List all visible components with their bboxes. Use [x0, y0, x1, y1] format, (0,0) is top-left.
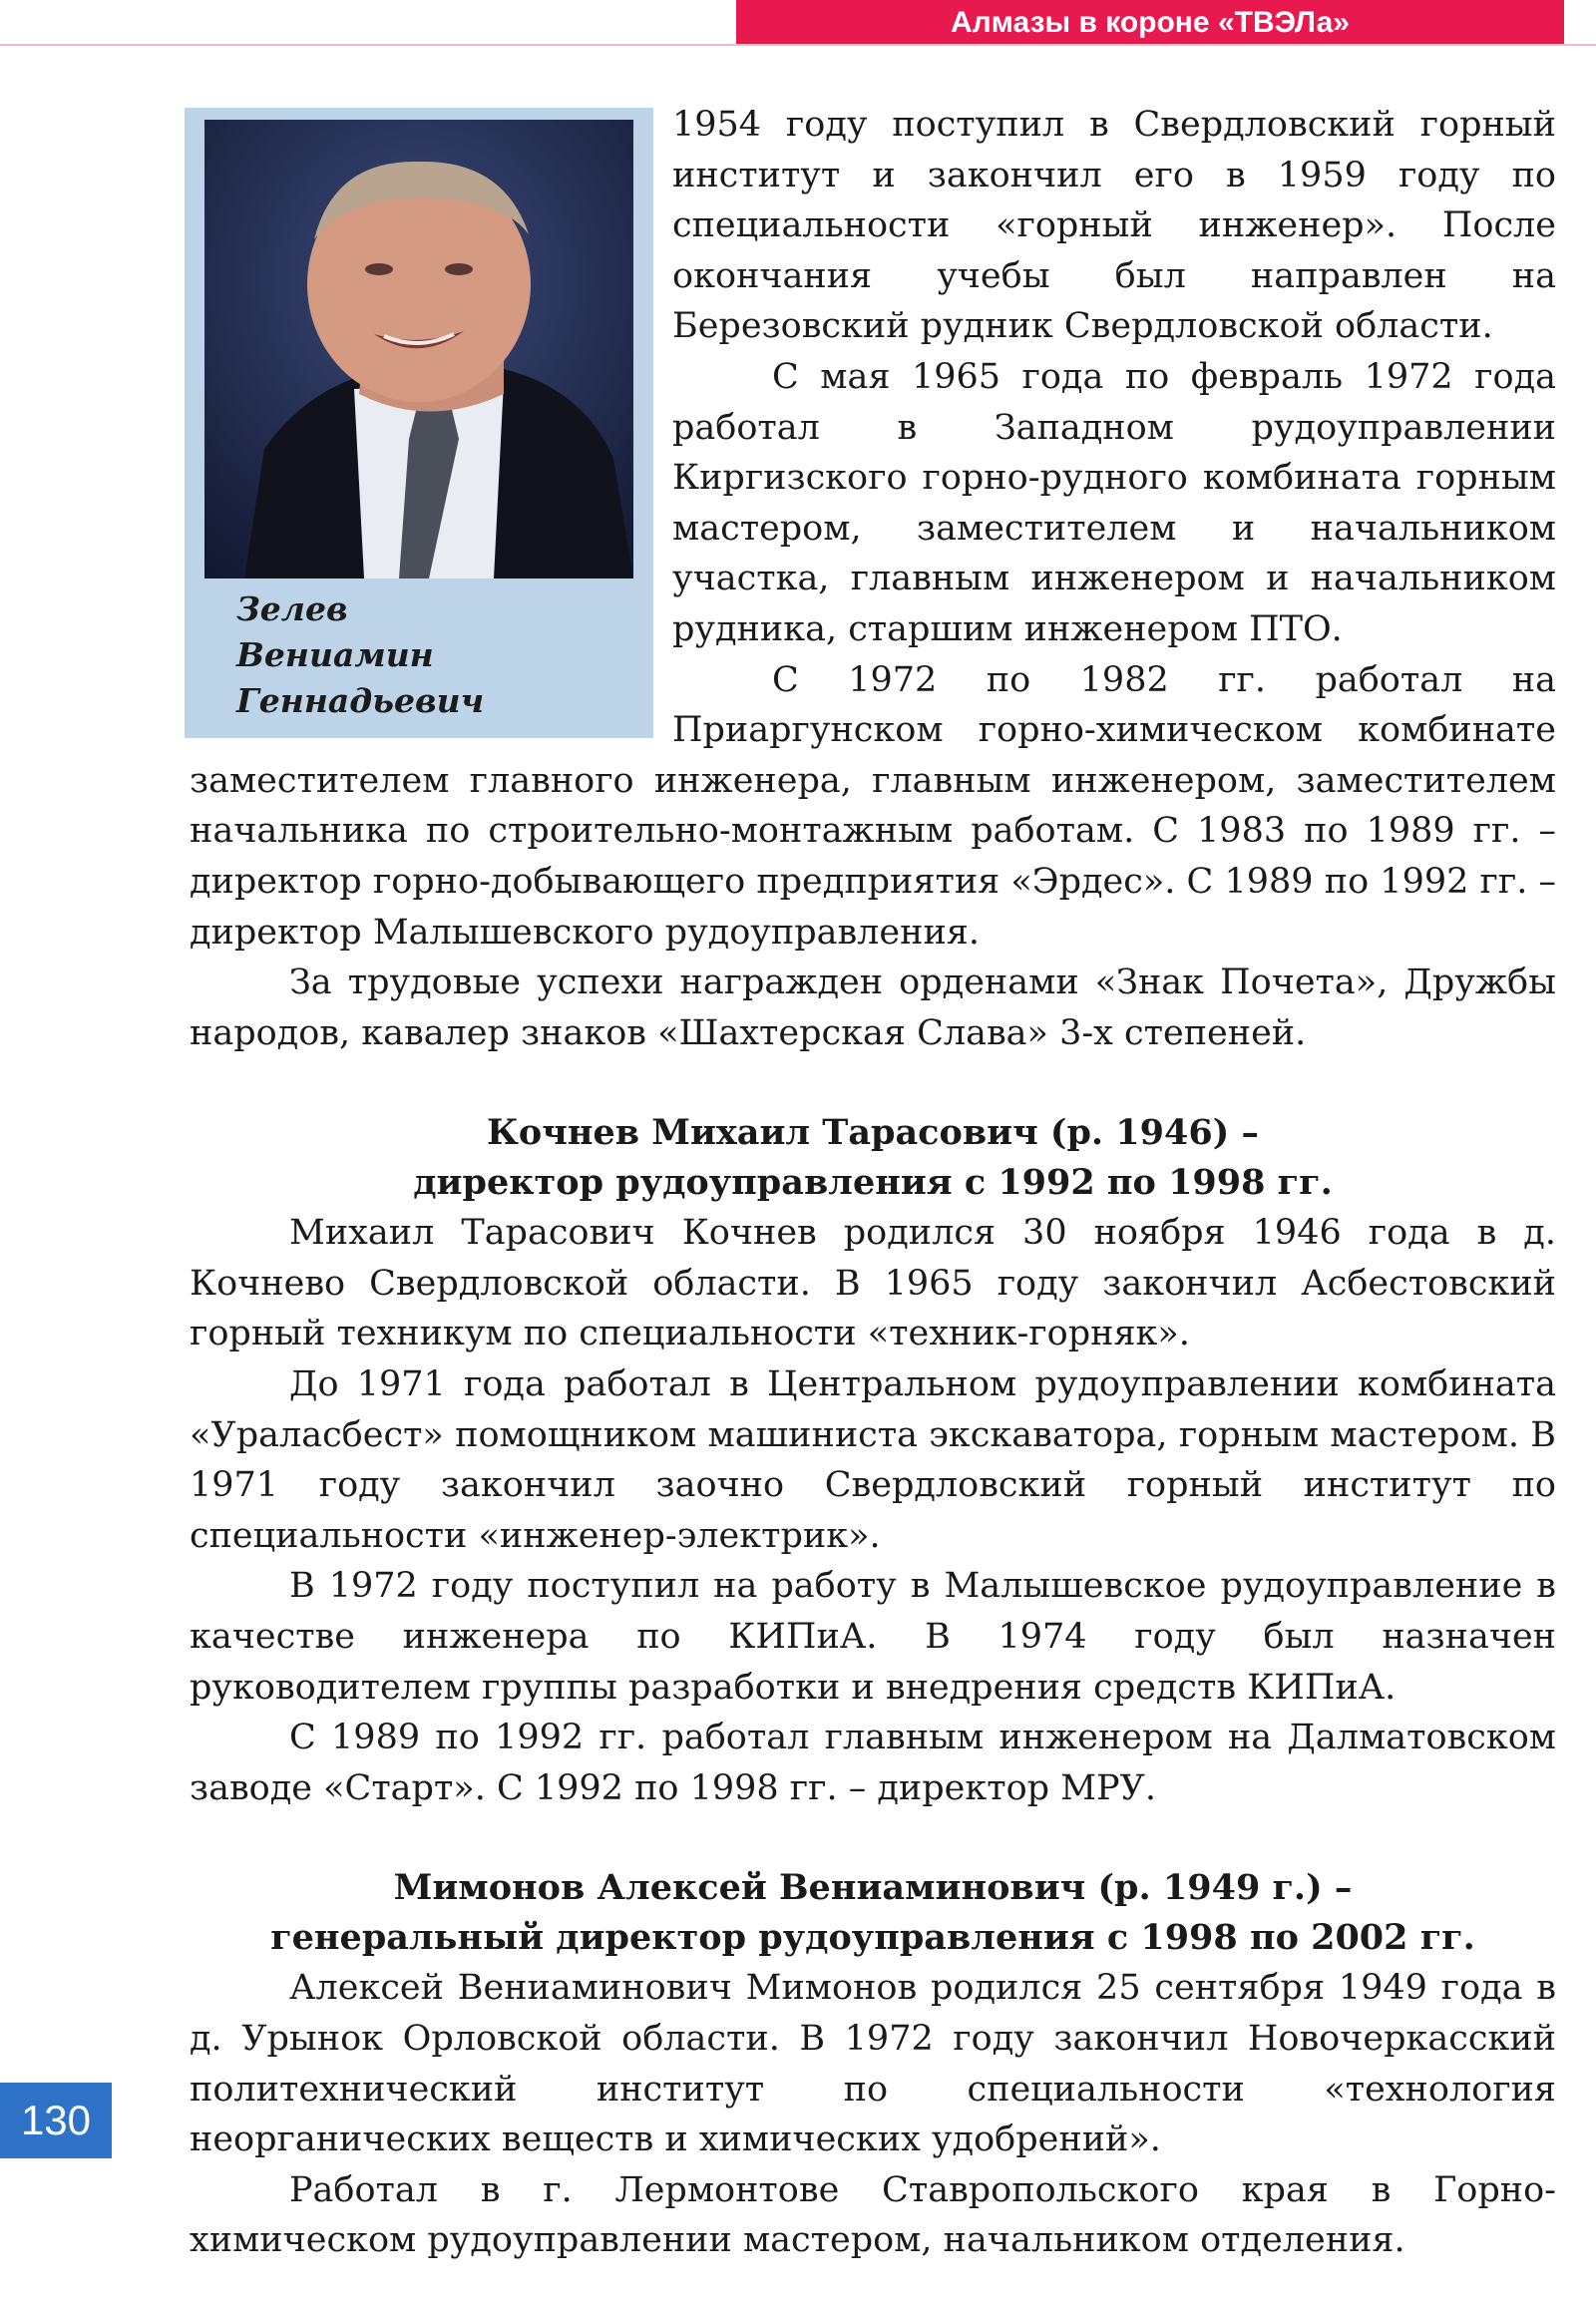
header-divider — [0, 44, 1596, 46]
caption-name: Вениамин — [236, 635, 434, 674]
paragraph: Михаил Тарасович Кочнев родился 30 ноября 1946 года в д. Кочнево Свердловской области. В 1965 году закончил Асбестовский горный техникум по специальности «техник-горняк». — [190, 1213, 1556, 1354]
section-heading-mimonov: Мимонов Алексей Вениаминович (р. 1949 г.) – генеральный директор рудоуправления с 1998 по 2002 гг. — [270, 1867, 1475, 1959]
paragraph: С 1972 по 1982 гг. работал на Приаргунском горно-химическом комбинате заместителем главного инженера, главным инженером, заместителем начальника по строительно-монтажным работам. С 1983 по 1989 гг. – директор горно-добывающего предприятия «Эрдес». С 1989 по 1992 гг. – директор Малышевского рудоуправления. — [190, 659, 1556, 953]
paragraph: За трудовые успехи награжден орденами «Знак Почета», Дружбы народов, кавалер знаков «Шахтерская Слава» 3-х степеней. — [190, 962, 1556, 1053]
caption-patronymic: Геннадьевич — [236, 681, 485, 720]
caption-surname: Зелев — [236, 589, 348, 628]
paragraph: Алексей Вениаминович Мимонов родился 25 сентября 1949 года в д. Урынок Орловской области. В 1972 году закончил Новочеркасский политехнический институт по специальности «технология неорганических веществ и химических удобрений». — [190, 1968, 1556, 2160]
article-body — [190, 100, 1556, 2266]
page-number: 130 — [0, 2083, 112, 2158]
paragraph: С мая 1965 года по февраль 1972 года работал в Западном рудоуправлении Киргизского горно-рудного комбината горным мастером, заместителем и начальником участка, главным инженером и начальником рудника, старшим инженером ПТО. — [672, 356, 1556, 649]
paragraph: 1954 году поступил в Свердловский горный институт и закончил его в 1959 году по специальности «горный инженер». После окончания учебы был направлен на Березовский рудник Свердловской области. — [672, 105, 1556, 347]
section-heading-kochnev: Кочнев Михаил Тарасович (р. 1946) – директор рудоуправления с 1992 по 1998 гг. — [413, 1112, 1333, 1204]
paragraph: С 1989 по 1992 гг. работал главным инженером на Далматовском заводе «Старт». С 1992 по 1998 гг. – директор МРУ. — [190, 1718, 1556, 1808]
running-header: Алмазы в короне «ТВЭЛа» — [736, 0, 1564, 44]
paragraph: До 1971 года работал в Центральном рудоуправлении комбината «Ураласбест» помощником машиниста экскаватора, горным мастером. В 1971 году закончил заочно Свердловский горный институт по специальности «инженер-электрик». — [190, 1364, 1556, 1556]
paragraph: Работал в г. Лермонтове Ставропольского края в Горно-химическом рудоуправлении мастером, начальником отделения. — [190, 2169, 1556, 2261]
paragraph: В 1972 году поступил на работу в Малышевское рудоуправление в качестве инженера по КИПиА. В 1974 году был назначен руководителем группы разработки и внедрения средств КИПиА. — [190, 1566, 1556, 1708]
